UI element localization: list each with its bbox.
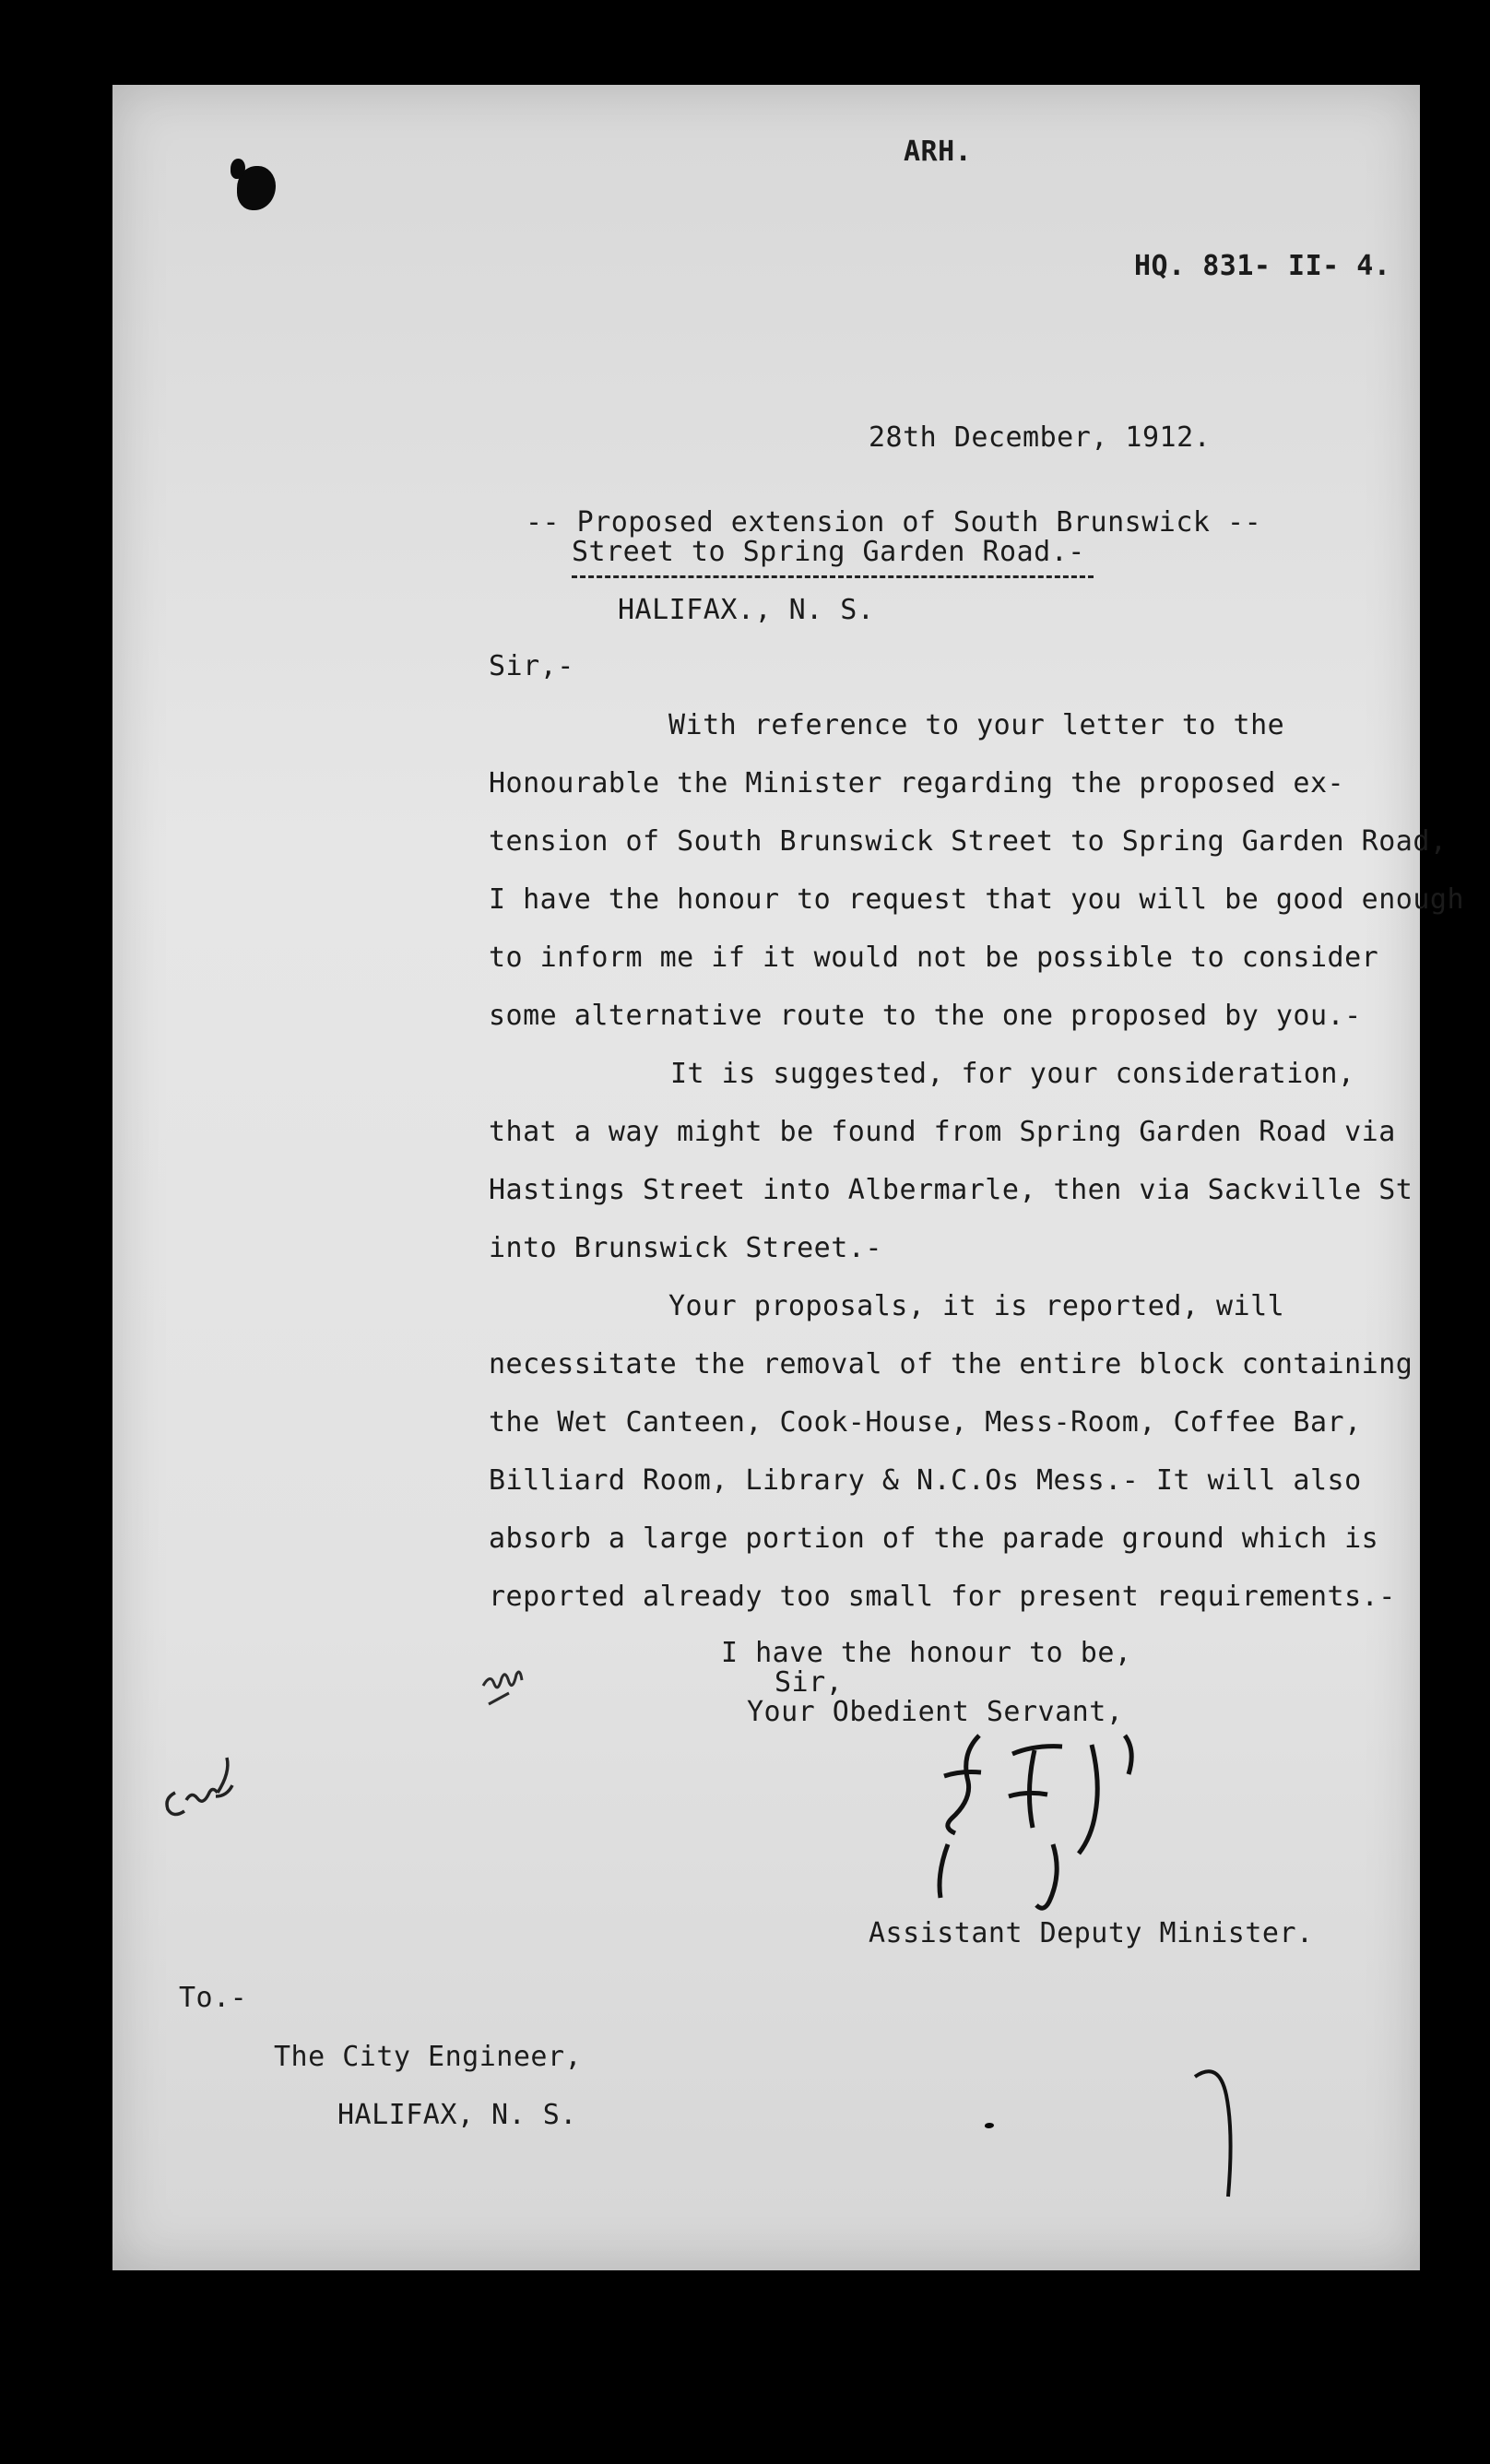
- signature-mark: [924, 1717, 1200, 1938]
- subject-location: HALIFAX., N. S.: [618, 594, 875, 626]
- signatory-title: Assistant Deputy Minister.: [869, 1917, 1314, 1949]
- pen-stroke-mark: [1191, 2058, 1247, 2206]
- body-line: necessitate the removal of the entire block containing: [489, 1348, 1413, 1380]
- body-line: tension of South Brunswick Street to Spring Garden Road,: [489, 825, 1448, 858]
- closing-line-1: I have the honour to be,: [721, 1637, 1132, 1669]
- letter-date: 28th December, 1912.: [869, 421, 1212, 454]
- body-line: some alternative route to the one proposed by you.-: [489, 1000, 1362, 1032]
- initials: ARH.: [904, 136, 973, 168]
- body-line: reported already too small for present requirements.-: [489, 1581, 1396, 1613]
- subject-line-1: -- Proposed extension of South Brunswick --: [526, 506, 1262, 539]
- addressee-name: The City Engineer,: [274, 2041, 583, 2073]
- file-number: HQ. 831- II- 4.: [1134, 250, 1391, 282]
- body-line: I have the honour to request that you will be good enough: [489, 883, 1465, 916]
- body-line: into Brunswick Street.-: [489, 1232, 882, 1264]
- body-line: With reference to your letter to the: [668, 709, 1285, 741]
- body-line: that a way might be found from Spring Garden Road via: [489, 1116, 1396, 1148]
- body-line: Billiard Room, Library & N.C.Os Mess.- It will also: [489, 1464, 1362, 1497]
- body-line: Honourable the Minister regarding the proposed ex-: [489, 767, 1345, 800]
- body-line: absorb a large portion of the parade ground which is: [489, 1522, 1379, 1555]
- subject-line-2: Street to Spring Garden Road.-: [572, 536, 1085, 568]
- subject-underline: [572, 575, 1094, 578]
- to-label: To.-: [179, 1982, 248, 2014]
- body-line: the Wet Canteen, Cook-House, Mess-Room, Coffee Bar,: [489, 1406, 1362, 1439]
- body-line: It is suggested, for your consideration,: [670, 1058, 1355, 1090]
- body-line: to inform me if it would not be possible to consider: [489, 942, 1379, 974]
- addressee-city: HALIFAX, N. S.: [337, 2099, 577, 2131]
- closing-line-3: Your Obedient Servant,: [747, 1696, 1124, 1728]
- handwritten-cwd-mark: [159, 1745, 242, 1837]
- closing-line-2: Sir,: [775, 1666, 844, 1699]
- handwritten-initials-mark: [479, 1660, 535, 1715]
- body-line: Hastings Street into Albermarle, then via Sackville St: [489, 1174, 1413, 1206]
- body-line: Your proposals, it is reported, will: [668, 1290, 1285, 1322]
- salutation: Sir,-: [489, 650, 574, 682]
- letter-page: [112, 85, 1465, 2270]
- small-ink-speck: [985, 2123, 994, 2128]
